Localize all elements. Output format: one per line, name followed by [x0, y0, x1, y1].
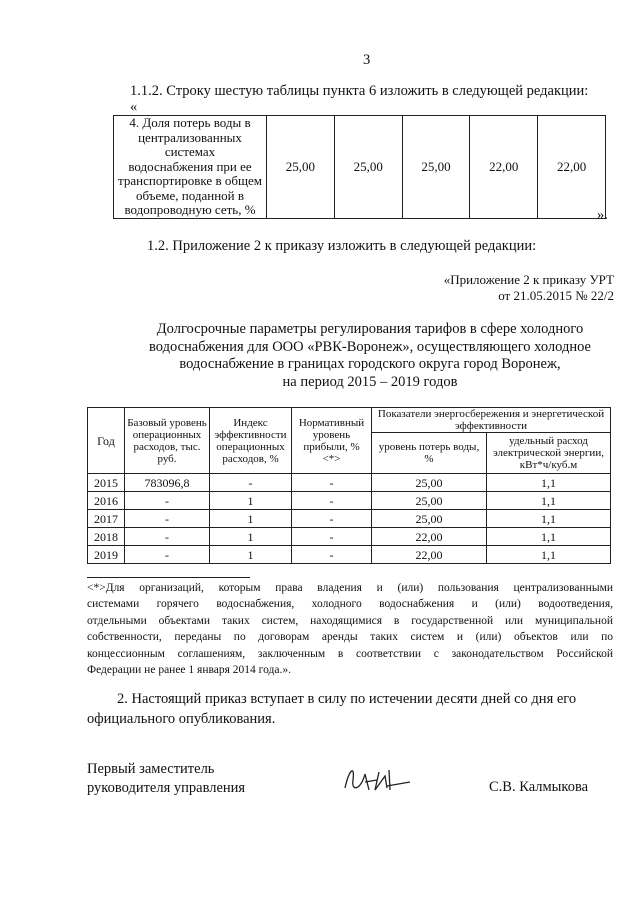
close-quote: ».	[597, 207, 608, 223]
parameters-table	[87, 407, 611, 564]
title-line: водоснабжение в границах городского округа город Воронеж,	[179, 356, 561, 372]
paragraph-2	[87, 689, 613, 729]
header-year: Год	[88, 408, 125, 474]
table-cell: -	[292, 546, 372, 564]
label-line: транспортировке в общем	[118, 173, 262, 188]
table-cell: -	[125, 546, 210, 564]
title-line: Долгосрочные параметры регулирования тарифов в сфере холодного	[156, 321, 584, 337]
title-line: на период 2015 – 2019 годов	[282, 373, 458, 390]
header-profit: Нормативный уровень прибыли, % <*>	[292, 408, 372, 474]
footnote-line: <*>Для организаций, которым права владения и (или) пользования централизованными	[87, 582, 613, 594]
table-cell: 2015	[88, 474, 125, 492]
annex-ref-line: «Приложение 2 к приказу УРТ	[443, 272, 614, 287]
table-cell: -	[210, 474, 292, 492]
table-cell: -	[125, 492, 210, 510]
table-cell: -	[292, 528, 372, 546]
row6-table	[113, 115, 606, 219]
row6-value: 25,00	[267, 116, 335, 219]
page-number: 3	[363, 52, 371, 68]
signature-image	[335, 760, 415, 800]
header-energy-group: Показатели энергосбережения и энергетической эффективности	[372, 408, 611, 433]
header-index: Индекс эффективности операционных расходов, %	[210, 408, 292, 474]
footnote-line: системами горячего водоснабжения, холодного водоснабжения и (или) водоотведения,	[87, 598, 613, 611]
signatory-position	[87, 760, 245, 798]
table-cell: 1	[210, 492, 292, 510]
table-row	[88, 510, 611, 528]
table-cell: 25,00	[372, 510, 487, 528]
table-cell: 1	[210, 510, 292, 528]
table-cell: 25,00	[372, 474, 487, 492]
table-cell: 1	[210, 528, 292, 546]
open-quote: «	[130, 99, 138, 115]
title-line: водоснабжения для ООО «РВК-Воронеж», осуществляющего холодное	[149, 338, 591, 355]
footnote	[87, 580, 613, 678]
footnote-line: отдельными объектами таких систем, находящимися в государственной или муниципальной	[87, 614, 613, 627]
header-base: Базовый уровень операционных расходов, тыс. руб.	[125, 408, 210, 474]
section-1-2: 1.2. Приложение 2 к приказу изложить в следующей редакции:	[147, 238, 537, 254]
position-line: руководителя управления	[87, 780, 246, 796]
table-cell: 25,00	[372, 492, 487, 510]
row6-value: 22,00	[538, 116, 606, 219]
table-cell: 1,1	[487, 510, 611, 528]
table-cell: 22,00	[372, 546, 487, 564]
document-title	[90, 321, 640, 391]
label-line: централизованных системах	[138, 129, 242, 159]
table-cell: 2019	[88, 546, 125, 564]
table-cell: 783096,8	[125, 474, 210, 492]
table-cell: -	[292, 510, 372, 528]
footnote-line: концессионным соглашениям, заключенным в соответствии с законодательством Российской	[87, 647, 613, 660]
table-cell: 1,1	[487, 474, 611, 492]
table-cell: -	[292, 492, 372, 510]
table-cell: -	[125, 510, 210, 528]
table-cell: -	[292, 474, 372, 492]
label-line: объеме, поданной в	[135, 187, 244, 203]
row6-value: 22,00	[470, 116, 538, 219]
row6-value: 25,00	[334, 116, 402, 219]
label-line: 4. Доля потерь воды в	[129, 115, 251, 130]
para2-line: 2. Настоящий приказ вступает в силу по истечении десяти дней со дня его	[117, 691, 577, 707]
footnote-divider	[87, 577, 250, 578]
label-line: водоснабжения при ее	[128, 158, 252, 174]
table-cell: 1	[210, 546, 292, 564]
signatory-name: С.В. Калмыкова	[489, 779, 589, 795]
table-cell: 2016	[88, 492, 125, 510]
table-row	[88, 546, 611, 564]
table-cell: 2018	[88, 528, 125, 546]
header-electricity: удельный расход электрической энергии, кВт*ч/куб.м	[487, 433, 611, 474]
table-cell: 1,1	[487, 528, 611, 546]
table-cell: 1,1	[487, 492, 611, 510]
annex-reference	[444, 272, 614, 304]
position-line: Первый заместитель	[87, 761, 215, 777]
footnote-line: собственности, переданы по договорам аренды таких систем и (или) объектов или по	[87, 631, 613, 644]
table-cell: 22,00	[372, 528, 487, 546]
label-line: водопроводную сеть, %	[124, 202, 256, 217]
table-cell: -	[125, 528, 210, 546]
section-1-1-2: 1.1.2. Строку шестую таблицы пункта 6 изложить в следующей редакции:	[130, 83, 589, 99]
row6-label	[114, 116, 267, 219]
table-row	[88, 528, 611, 546]
header-loss: уровень потерь воды, %	[372, 433, 487, 474]
footnote-line: Федерации не ранее 1 января 2014 года.».	[87, 664, 291, 677]
table-cell: 1,1	[487, 546, 611, 564]
table-row	[88, 492, 611, 510]
para2-line: официального опубликования.	[87, 711, 276, 727]
row6-value: 25,00	[402, 116, 470, 219]
annex-ref-line: от 21.05.2015 № 22/2	[498, 288, 614, 303]
table-row	[88, 474, 611, 492]
table-cell: 2017	[88, 510, 125, 528]
